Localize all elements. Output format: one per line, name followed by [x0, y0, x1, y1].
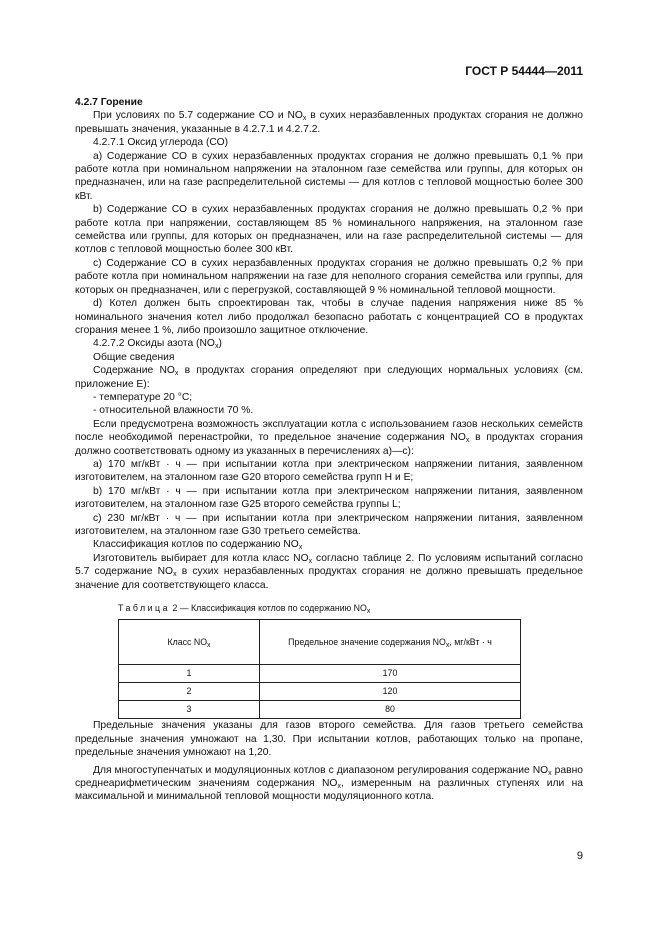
nox-temperature: - температуре 20 °С;	[93, 391, 193, 403]
nox-list-a: а) 170 мг/кВт · ч — при испытании котла при электрическом напряжении питания, заявленном изготовителем, на эталонном газе G20 второго семейства групп Н и Е;	[75, 458, 583, 484]
cell-class: 3	[119, 701, 260, 719]
cell-class: 2	[119, 683, 260, 701]
limits-note: Предельные значения указаны для газов второго семейства. Для газов третьего семейства предельные значения умножают на 1,30. При испытании котлов, работающих только на пропане, предельные значения умножают на 1,20.	[75, 720, 583, 759]
page-number: 9	[576, 850, 583, 862]
section-title: Горение	[100, 97, 143, 108]
table-row	[119, 701, 521, 719]
nox-list-c: с) 230 мг/кВт · ч — при испытании котла при электрическом напряжении питания, заявленном изготовителем, на эталонном газе G30 третьего семейства.	[75, 512, 583, 537]
table-row	[119, 683, 521, 701]
co-heading: 4.2.7.1 Оксид углерода (СО)	[93, 137, 229, 149]
table-header-row	[119, 620, 521, 665]
co-item-a: а) Содержание СО в сухих неразбавленных продуктах сгорания не должно превышать 0,1 % при работе котла при номинальном напряжении на эталонном газе семейства или группы, для которых он предназначен, или на газе распределительной системы — для котлов с тепловой мощностью более 300 кВт.	[75, 150, 583, 202]
co-item-c: с) Содержание СО в сухих неразбавленных продуктах сгорания не должно превышать 0,2 % при работе котла при номинальном напряжении на газе для неполного сгорания семейства или группы, для которых он предназначен, или с перегрузкой, составляющей 9 % номинальной тепловой мощности.	[75, 257, 583, 296]
nox-class-table	[118, 619, 521, 719]
nox-general: Общие сведения	[93, 351, 175, 363]
multistage-note: Для многоступенчатых и модуляционных котлов с диапазоном регулирования содержание $NO_x$ равно среднеарифметическим значениям содержания $NO_x$, измеренным на различных ступенях или на максимальной и минимальной тепловой мощности модуляционного котла.	[75, 764, 583, 803]
section-number: 4.2.7	[75, 97, 98, 108]
header-class: Класс $NO_x$	[119, 620, 260, 665]
intro-paragraph: При условиях по 5.7 содержание СО и $NO_x$ в сухих неразбавленных продуктах сгорания не должно превышать значения, указанные в 4.2.7.1 и 4.2.7.2.	[75, 110, 583, 135]
nox-list-b: b) 170 мг/кВт · ч — при испытании котла при электрическом напряжении питания, заявленном изготовителем, на эталонном газе G25 второго семейства группы L;	[75, 485, 583, 511]
section-heading	[75, 96, 583, 109]
nox-classification: Классификация котлов по содержанию $NO_x$	[93, 539, 303, 552]
body-text	[75, 96, 583, 804]
co-item-b: b) Содержание СО в сухих неразбавленных продуктах сгорания не должно превышать 0,2 % при работе котла при напряжении, составляющем 85 % номинального напряжения, на эталонном газе семейства или группы, для которых он предназначен, или на газе распределительной системы — для котлов с тепловой мощностью более 300 кВт.	[75, 204, 583, 256]
table-caption: Таблица 2 — Классификация котлов по содержанию $NO_x$	[118, 603, 371, 616]
standard-designation: ГОСТ Р 54444—2011	[465, 64, 583, 78]
header-limit: Предельное значение содержания $NO_x$, мг/кВт · ч	[260, 620, 521, 665]
cell-limit: 170	[260, 665, 521, 683]
nox-humidity: - относительной влажности 70 %.	[93, 405, 254, 417]
cell-limit: 120	[260, 683, 521, 701]
nox-multi-family: Если предусмотрена возможность эксплуатации котла с использованием газов нескольких семейств после необходимой перенастройки, то предельное значение содержания $NO_x$ в продуктах сгорания должно соответствовать одному из указанных в перечислениях а)—с):	[75, 418, 583, 457]
cell-class: 1	[119, 665, 260, 683]
nox-heading: 4.2.7.2 Оксиды азота $(NO_x)$	[93, 338, 222, 351]
nox-class-choice: Изготовитель выбирает для котла класс $NO_x$ согласно таблице 2. По условиям испытаний согласно 5.7 содержание $NO_x$ в сухих неразбавленных продуктах сгорания не должно превышать предельное значение для соответствующего класса.	[75, 552, 583, 591]
cell-limit: 80	[260, 701, 521, 719]
co-item-d: d) Котел должен быть спроектирован так, чтобы в случае падения напряжения ниже 85 % номинального значения котел либо продолжал безопасно работать с концентрацией СО в продуктах сгорания менее 1 %, либо произошло защитное отключение.	[75, 298, 583, 336]
nox-content: Содержание $NO_x$ в продуктах сгорания определяют при следующих нормальных условиях (см. приложение Е):	[75, 365, 584, 390]
table-row	[119, 665, 521, 683]
